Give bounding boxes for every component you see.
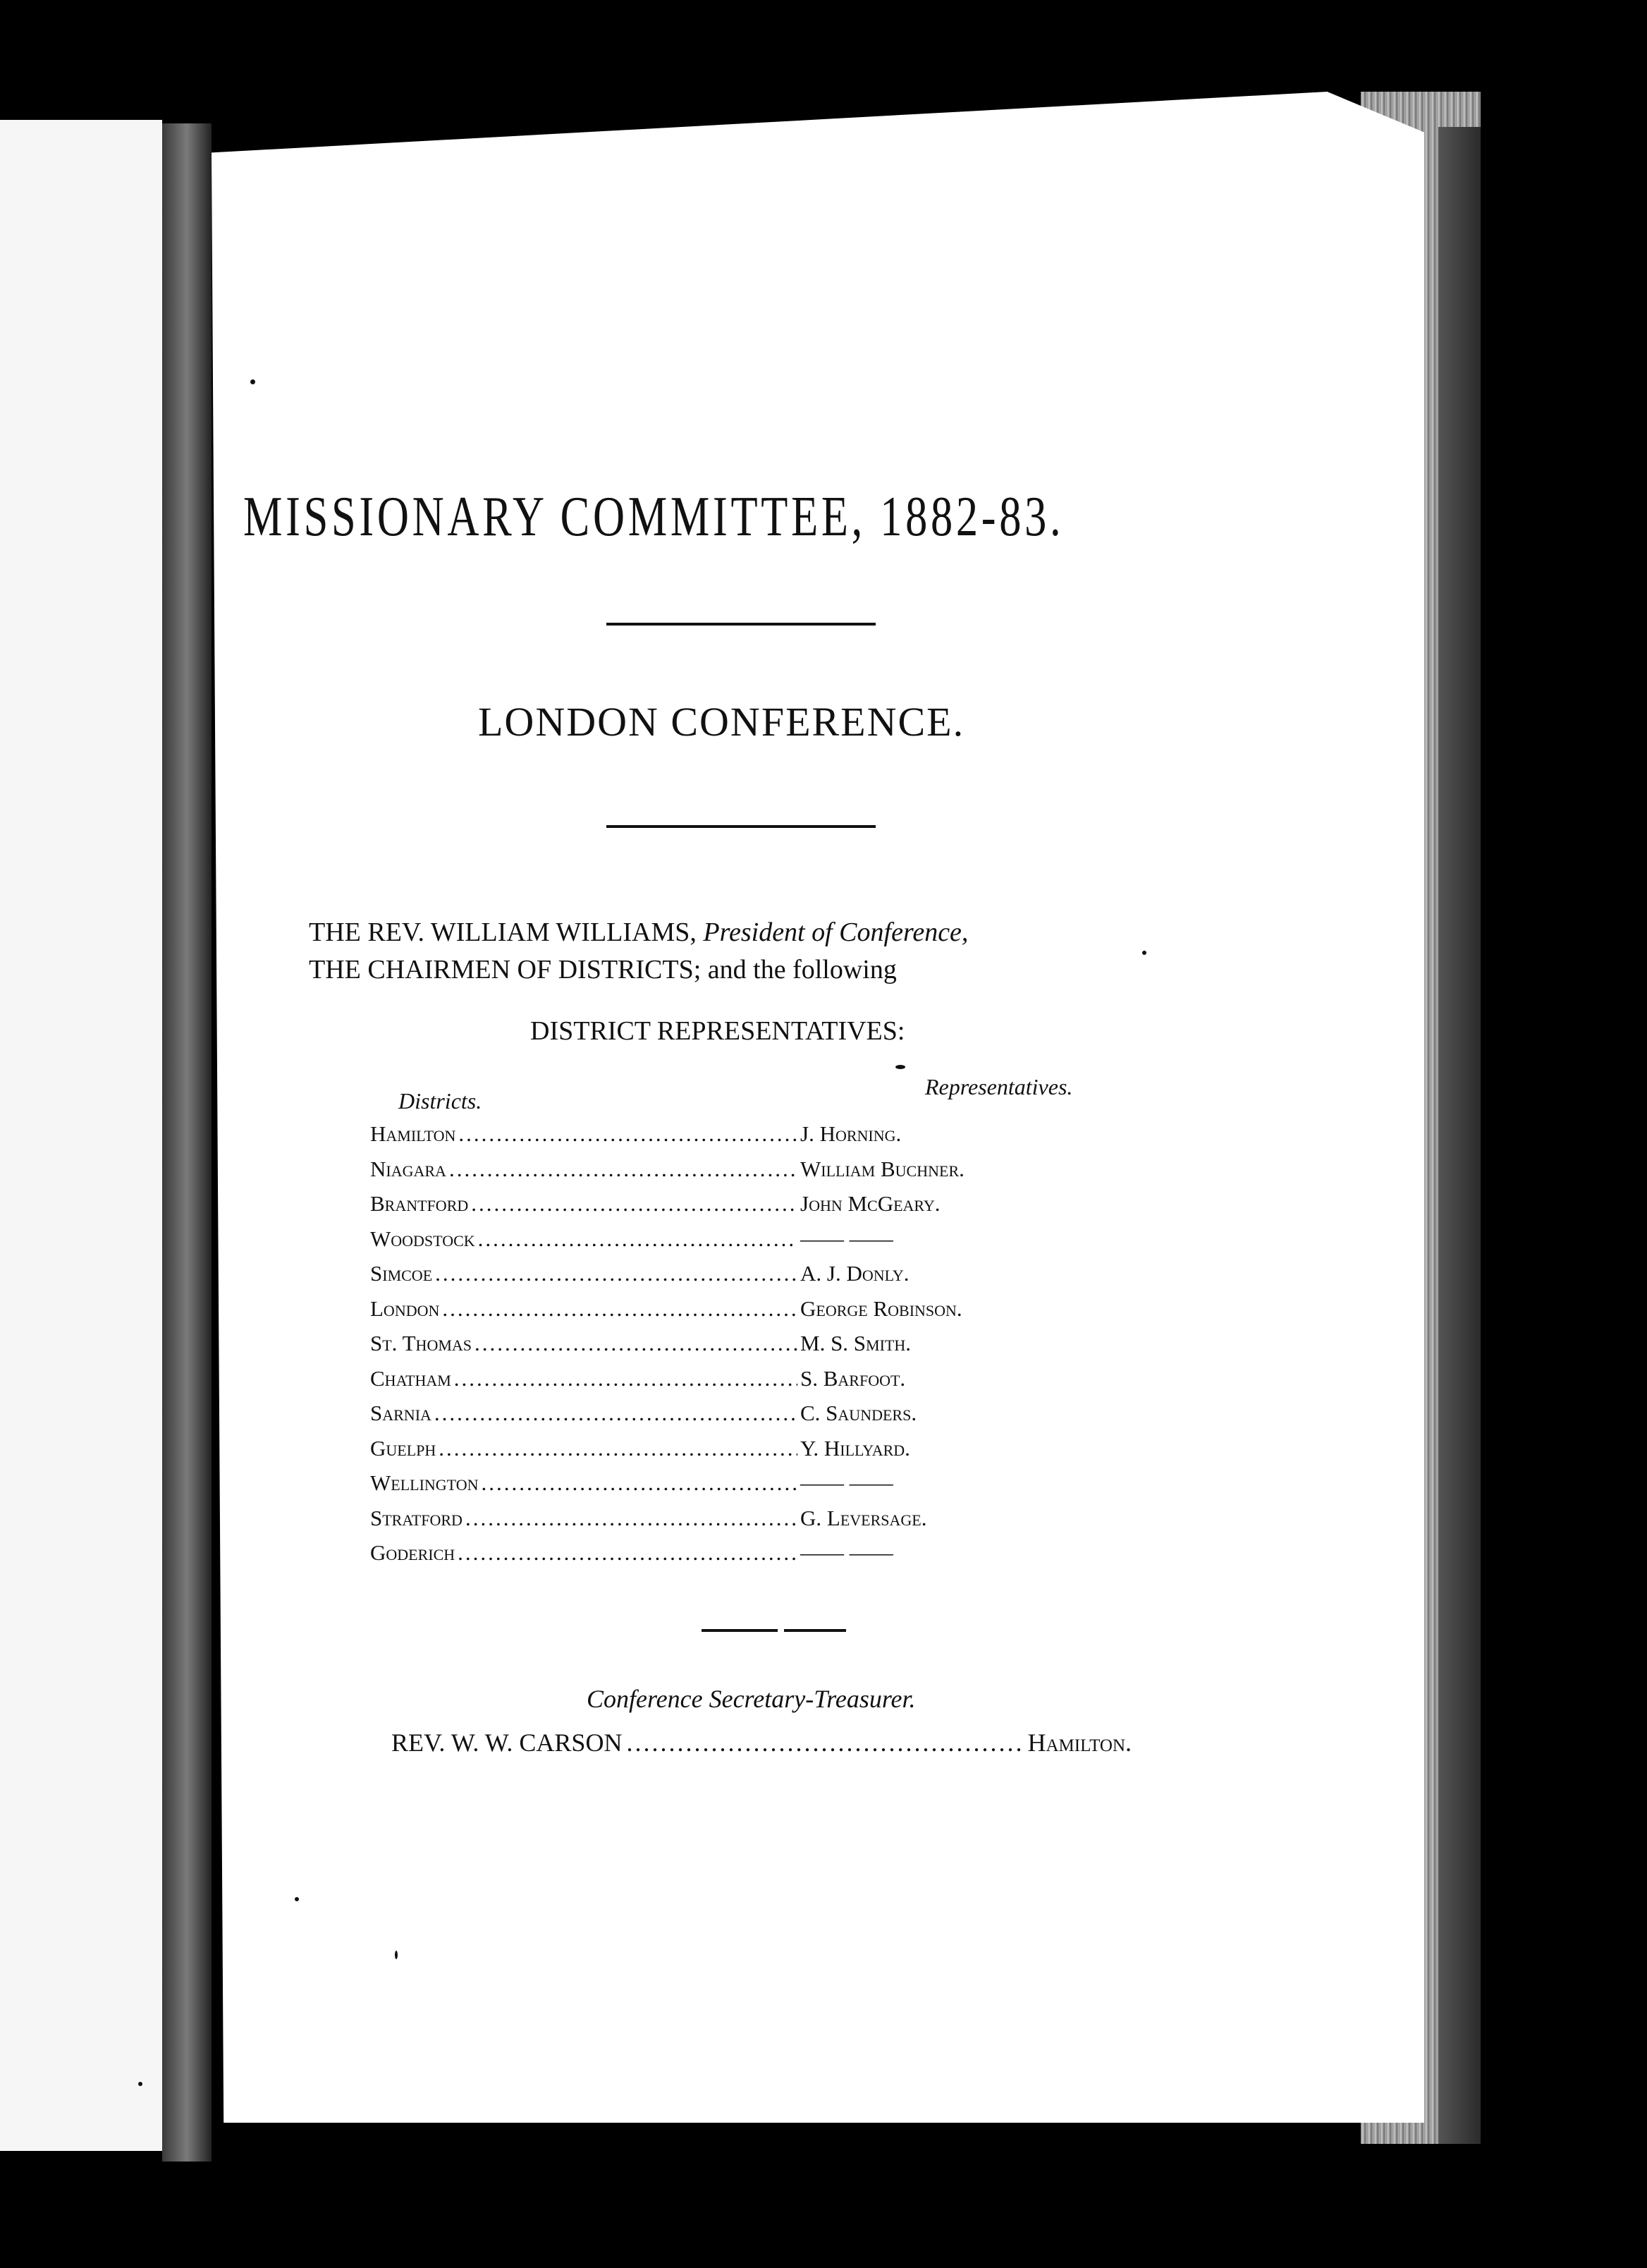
list-item xyxy=(370,1540,1167,1575)
representatives-column-header: Representatives. xyxy=(925,1074,1073,1099)
intro-line-2: THE CHAIRMEN OF DISTRICTS; and the following xyxy=(309,955,897,984)
leader-dots xyxy=(478,1226,797,1252)
district-name: St. Thomas xyxy=(370,1331,472,1355)
representative-name: Y. Hillyard. xyxy=(800,1435,910,1461)
secretary-place: Hamilton. xyxy=(1027,1729,1132,1757)
secretary-heading: Conference Secretary-Treasurer. xyxy=(587,1685,916,1713)
representative-name: S. Barfoot. xyxy=(800,1365,906,1391)
leader-dots xyxy=(434,1401,797,1426)
leader-dots xyxy=(435,1261,797,1286)
district-name: Niagara xyxy=(370,1156,446,1181)
representative-name: J. Horning. xyxy=(800,1121,902,1146)
representative-name: —— —— xyxy=(800,1470,893,1495)
paper-speck xyxy=(395,1951,398,1959)
representative-name: John McGeary. xyxy=(800,1191,941,1216)
paper-speck xyxy=(138,2082,142,2086)
paper-speck xyxy=(895,1065,905,1069)
district-representatives-heading: DISTRICT REPRESENTATIVES: xyxy=(530,1016,905,1046)
conference-heading: LONDON CONFERENCE. xyxy=(478,699,965,745)
representative-name: —— —— xyxy=(800,1226,893,1251)
leader-dots xyxy=(454,1366,797,1391)
leader-dots xyxy=(465,1506,797,1531)
leader-dots xyxy=(449,1157,797,1182)
list-item xyxy=(370,1470,1167,1506)
list-item xyxy=(370,1331,1167,1366)
leader-dots xyxy=(474,1331,797,1356)
district-name: Goderich xyxy=(370,1540,455,1565)
paper-speck xyxy=(250,379,255,384)
facing-page xyxy=(0,120,162,2151)
representatives-list xyxy=(370,1121,1167,1575)
representative-name: A. J. Donly. xyxy=(800,1261,910,1286)
leader-dots xyxy=(458,1121,797,1147)
book-cover-edge xyxy=(1438,127,1481,2144)
page-title: MISSIONARY COMMITTEE, 1882-83. xyxy=(243,486,1065,548)
leader-dots xyxy=(442,1296,797,1322)
leader-dots xyxy=(471,1191,797,1217)
district-name: Woodstock xyxy=(370,1226,475,1251)
district-name: Sarnia xyxy=(370,1401,431,1425)
representative-name: George Robinson. xyxy=(800,1295,962,1321)
list-item xyxy=(370,1401,1167,1436)
list-item xyxy=(370,1157,1167,1192)
secretary-name: REV. W. W. CARSON xyxy=(391,1729,623,1757)
intro-line-1 xyxy=(309,917,968,948)
district-name: Hamilton xyxy=(370,1121,456,1146)
representative-name: M. S. Smith. xyxy=(800,1331,912,1355)
secretary-line xyxy=(391,1728,1132,1757)
list-item xyxy=(370,1296,1167,1331)
representative-name: William Buchner. xyxy=(800,1156,965,1181)
section-divider-right xyxy=(784,1629,846,1632)
district-name: Chatham xyxy=(370,1365,451,1391)
leader-dots xyxy=(626,1728,1023,1757)
district-name: Wellington xyxy=(370,1470,479,1495)
representative-name: —— —— xyxy=(800,1540,893,1565)
district-name: Brantford xyxy=(370,1191,469,1216)
list-item xyxy=(370,1191,1167,1226)
list-item xyxy=(370,1506,1167,1541)
list-item xyxy=(370,1261,1167,1296)
district-name: Simcoe xyxy=(370,1261,433,1286)
district-name: London xyxy=(370,1295,440,1321)
list-item xyxy=(370,1366,1167,1401)
representative-name: C. Saunders. xyxy=(800,1401,917,1425)
title-rule xyxy=(606,623,876,626)
leader-dots xyxy=(439,1436,797,1461)
section-divider-left xyxy=(702,1629,778,1632)
district-name: Guelph xyxy=(370,1435,436,1461)
list-item xyxy=(370,1436,1167,1471)
list-item xyxy=(370,1121,1167,1157)
book-gutter xyxy=(162,123,212,2162)
leader-dots xyxy=(482,1470,798,1496)
paper-speck xyxy=(1142,951,1146,955)
list-item xyxy=(370,1226,1167,1262)
document-page xyxy=(212,92,1424,2123)
paper-speck xyxy=(295,1897,299,1901)
subtitle-rule xyxy=(606,825,876,828)
president-name: THE REV. WILLIAM WILLIAMS, xyxy=(309,917,697,947)
representative-name: G. Leversage. xyxy=(800,1505,927,1530)
district-name: Stratford xyxy=(370,1505,463,1530)
districts-column-header: Districts. xyxy=(398,1088,482,1114)
president-title: President of Conference, xyxy=(703,917,969,947)
leader-dots xyxy=(458,1540,797,1566)
